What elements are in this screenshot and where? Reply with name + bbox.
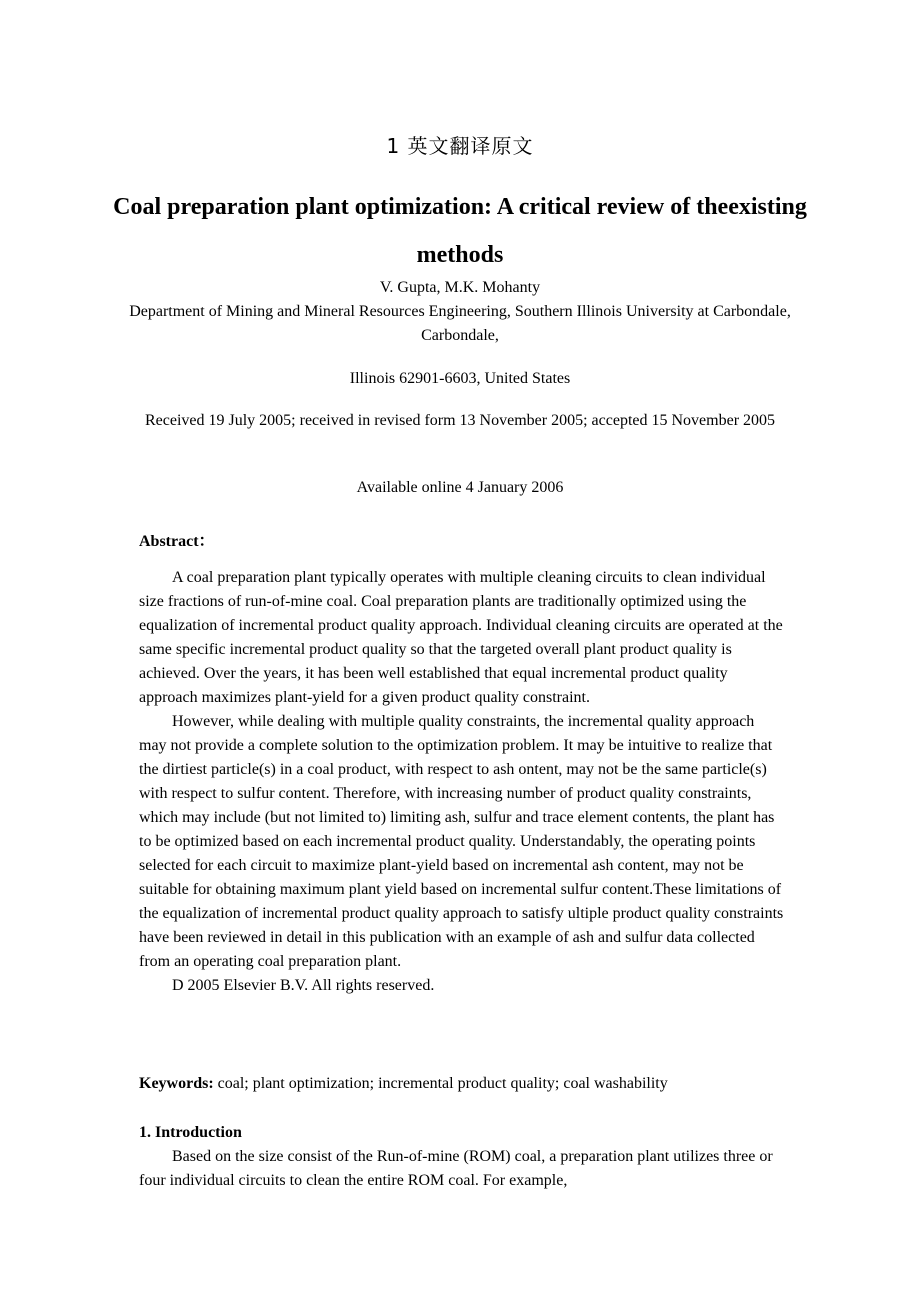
keywords-text: coal; plant optimization; incremental product quality; coal washability	[213, 1075, 668, 1092]
introduction-body	[139, 1145, 784, 1193]
available-online: Available online 4 January 2006	[356, 479, 564, 496]
received-dates: Received 19 July 2005; received in revised form 13 November 2005; accepted 15 November 2005	[144, 412, 776, 429]
copyright-notice: D 2005 Elsevier B.V. All rights reserved.	[172, 977, 435, 994]
introduction-heading: 1. Introduction	[139, 1124, 242, 1141]
introduction-paragraph: Based on the size consist of the Run-of-mine (ROM) coal, a preparation plant utilizes three or four individual circuits to clean the entire ROM coal. For example,	[139, 1148, 773, 1189]
keywords	[139, 1072, 799, 1096]
abstract-heading: Abstract：	[139, 533, 215, 550]
abstract-paragraph: A coal preparation plant typically operates with multiple cleaning circuits to clean individual size fractions of run-of-mine coal. Coal preparation plants are traditionally optimized using the equalization of incremental product quality approach. Individual cleaning circuits are operated at the same specific incremental product quality so that the targeted overall plant product quality is achieved. Over the years, it has been well established that equal incremental product quality approach maximizes plant-yield for a given product quality constraint.	[139, 569, 783, 706]
abstract-paragraph: However, while dealing with multiple quality constraints, the incremental quality approach may not provide a complete solution to the optimization problem. It may be intuitive to realize that the dirtiest particle(s) in a coal product, with respect to ash ontent, may not be the same particle(s) with respect to sulfur content. Therefore, with increasing number of product quality constraints, which may include (but not limited to) limiting ash, sulfur and trace element contents, the plant has to be optimized based on each incremental product quality. Understandably, the operating points selected for each circuit to maximize plant-yield based on incremental ash content, may not be suitable for obtaining maximum plant yield based on incremental sulfur content.These limitations of the equalization of incremental product quality approach to satisfy ultiple product quality constraints have been reviewed in detail in this publication with an example of ash and sulfur data collected from an operating coal preparation plant.	[139, 713, 784, 970]
affiliation: Department of Mining and Mineral Resources Engineering, Southern Illinois University at Carbondale, Carbondale,	[129, 303, 791, 344]
paper-title: Coal preparation plant optimization: A critical review of theexisting methods	[113, 194, 807, 268]
authors: V. Gupta, M.K. Mohanty	[379, 279, 541, 296]
keywords-label: Keywords:	[139, 1075, 214, 1092]
abstract-body	[139, 566, 784, 998]
address: Illinois 62901-6603, United States	[349, 370, 571, 387]
section-heading: 1 英文翻译原文	[386, 134, 534, 158]
